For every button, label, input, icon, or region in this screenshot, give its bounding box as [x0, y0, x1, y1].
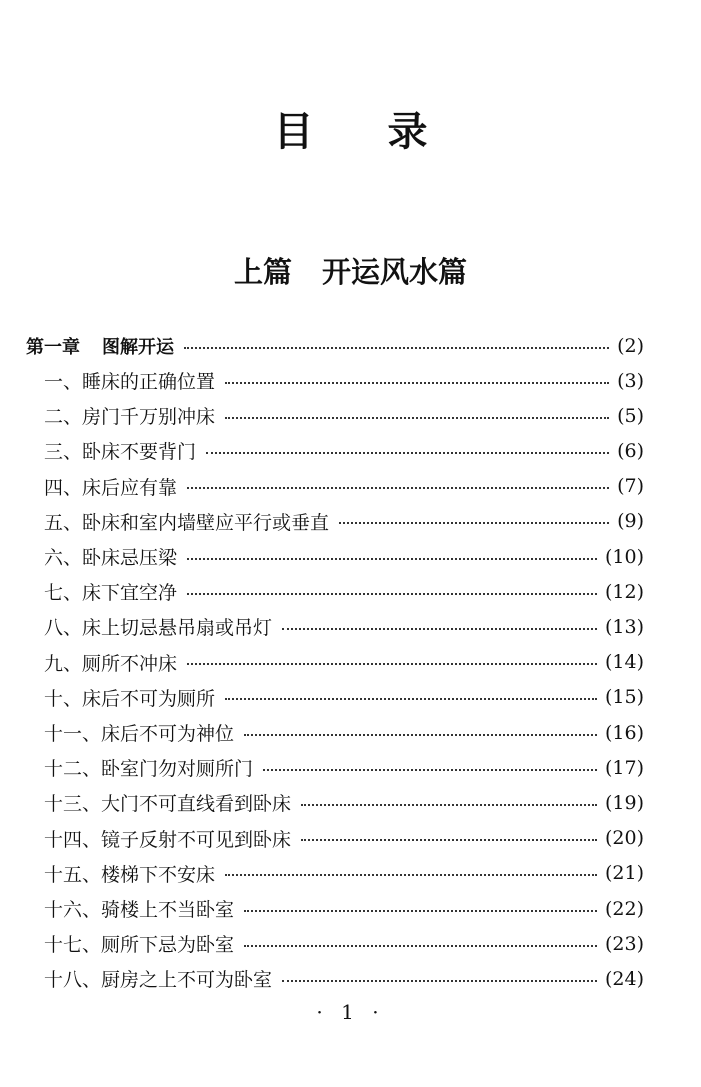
dot-leader: [187, 663, 597, 665]
toc-entry-title: 二、房门千万别冲床: [44, 406, 216, 429]
toc-entry-page: (6): [617, 439, 644, 462]
toc-entry-page: (23): [604, 932, 644, 955]
toc-entry-page: (9): [617, 510, 644, 533]
toc-entry-row[interactable]: [44, 680, 644, 715]
part-name: 开运风水篇: [322, 255, 468, 289]
dot-leader: [225, 874, 597, 876]
part-label: 上篇: [233, 255, 292, 289]
dot-leader: [184, 347, 609, 349]
dot-leader: [263, 769, 597, 771]
toc-entry-page: (3): [617, 369, 644, 392]
dot-leader: [187, 558, 597, 560]
toc-entry-row[interactable]: [44, 715, 644, 750]
chapter-heading: [26, 333, 174, 359]
toc-entry-page: (22): [604, 897, 644, 920]
toc-entry-row[interactable]: [44, 821, 644, 856]
toc-entry-row[interactable]: [44, 891, 644, 926]
dot-leader: [206, 452, 609, 454]
toc-entry-row[interactable]: [44, 363, 644, 398]
chapter-title: 图解开运: [102, 336, 174, 358]
toc-entry-page: (14): [604, 651, 644, 674]
toc-entry-row[interactable]: [44, 750, 644, 785]
dot-leader: [282, 628, 597, 630]
toc-entry-page: (7): [617, 475, 644, 498]
toc-entry-row[interactable]: [44, 856, 644, 891]
chapter-number: 第一章: [26, 336, 80, 358]
dot-leader: [225, 382, 609, 384]
dot-leader: [282, 980, 597, 982]
toc-entry-title: 九、厕所不冲床: [44, 652, 178, 675]
toc-entry-title: 五、卧床和室内墙壁应平行或垂直: [44, 511, 330, 534]
toc-entry-title: 十二、卧室门勿对厕所门: [44, 758, 254, 781]
toc-entry-row[interactable]: [44, 785, 644, 820]
toc-entry-page: (5): [617, 404, 644, 427]
toc-entry-title: 六、卧床忌压梁: [44, 547, 178, 569]
toc-entry-page: (21): [604, 862, 644, 885]
toc-entry-row[interactable]: [44, 574, 644, 609]
toc-entry-title: 十一、床后不可为神位: [44, 723, 235, 745]
dot-leader: [225, 698, 597, 700]
part-title: [0, 252, 701, 292]
toc-entry-row[interactable]: [44, 469, 644, 504]
toc-entry-page: (19): [604, 791, 644, 814]
dot-leader: [301, 839, 597, 841]
toc-entry-page: (10): [604, 545, 644, 568]
toc-entry-page: (24): [604, 967, 644, 990]
toc-entry-page: (13): [604, 615, 644, 638]
dot-leader: [225, 417, 609, 419]
toc-entry-row[interactable]: [44, 645, 644, 680]
toc-entry-page: (15): [604, 686, 644, 709]
toc-entry-row[interactable]: [44, 398, 644, 433]
toc-entry-row[interactable]: [44, 961, 644, 996]
toc-entry-title: 八、床上切忌悬吊扇或吊灯: [44, 617, 273, 640]
dot-leader: [187, 593, 597, 595]
toc-entry-row[interactable]: [44, 433, 644, 468]
dot-leader: [244, 945, 597, 947]
dot-leader: [244, 910, 597, 912]
toc-entry-row[interactable]: [44, 609, 644, 644]
toc-entry-title: 一、睡床的正确位置: [44, 371, 216, 393]
dot-leader: [187, 487, 609, 489]
toc-entry-title: 十七、厕所下忌为卧室: [44, 934, 235, 957]
toc-entry-title: 十五、楼梯下不安床: [44, 863, 216, 886]
toc-entry-title: 四、床后应有靠: [44, 476, 178, 499]
page-title: 目录: [273, 109, 502, 155]
dot-leader: [339, 522, 609, 524]
toc-entry-page: (20): [604, 827, 644, 850]
toc-entry-row[interactable]: [44, 504, 644, 539]
toc-entry-title: 十六、骑楼上不当卧室: [44, 899, 235, 921]
dot-leader: [301, 804, 597, 806]
toc-entry-page: (12): [604, 580, 644, 603]
toc-entry-title: 七、床下宜空净: [44, 582, 178, 605]
toc-entry-row[interactable]: [44, 539, 644, 574]
toc-entry-title: 十八、厨房之上不可为卧室: [44, 969, 273, 992]
toc-entry-title: 十三、大门不可直线看到卧床: [44, 793, 292, 816]
toc-entry-title: 十四、镜子反射不可见到卧床: [44, 828, 292, 851]
chapter-page: (2): [617, 334, 644, 357]
toc-entry-title: 三、卧床不要背门: [44, 441, 197, 464]
toc-entry-page: (17): [604, 756, 644, 779]
dot-leader: [244, 734, 597, 736]
page-number: · 1 ·: [316, 1000, 385, 1024]
toc-chapter-row[interactable]: [26, 328, 644, 363]
toc-entry-title: 十、床后不可为厕所: [44, 687, 216, 710]
toc-entry-page: (16): [604, 721, 644, 744]
toc-entry-row[interactable]: [44, 926, 644, 961]
